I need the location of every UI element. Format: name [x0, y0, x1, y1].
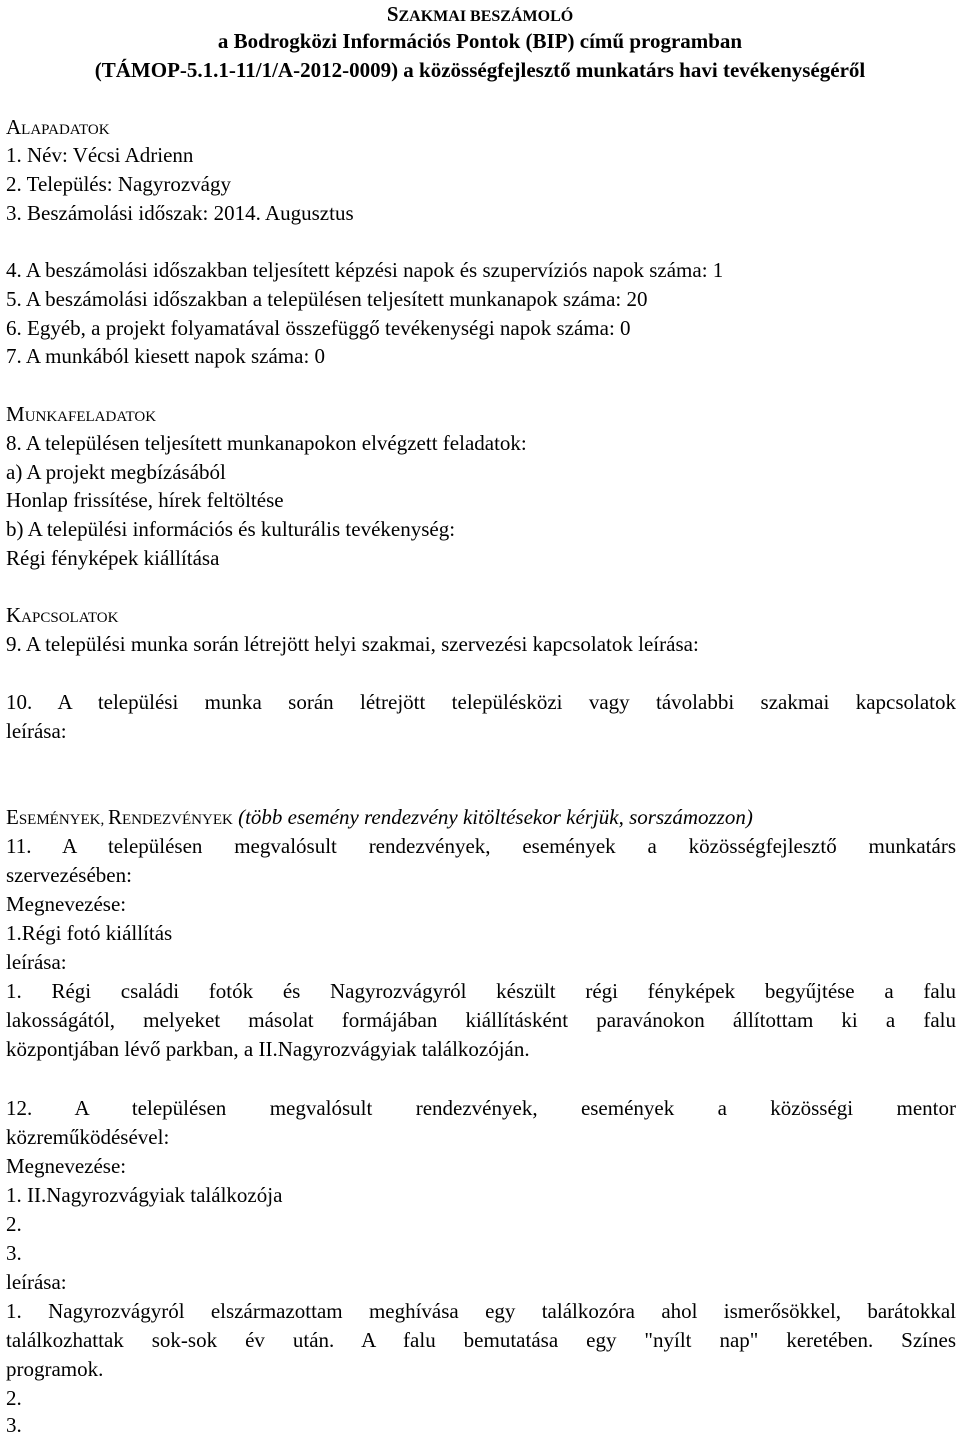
field-other-days: 6. Egyéb, a projekt folyamatával összefüggő tevékenységi napok száma: 0 [6, 316, 631, 340]
task-question: 8. A településen teljesített munkanapokon elvégzett feladatok: [6, 431, 527, 455]
events-q11-desc-2: lakosságától, melyeket másolat formájában kiállításként paravánokon állítottam ki a falu [6, 1008, 956, 1032]
events-q12: 12. A településen megvalósult rendezvények, események a közösségi mentor [6, 1096, 956, 1120]
field-settlement: 2. Település: Nagyrozvágy [6, 172, 231, 196]
events-q12-desc-item-2: 2. [6, 1386, 22, 1410]
field-work-days: 5. A beszámolási időszakban a településen teljesített munkanapok száma: 20 [6, 287, 648, 311]
section-heading-munkafeladatok: MUNKAFELADATOK [6, 402, 157, 426]
contacts-local-question: 9. A települési munka során létrejött helyi szakmai, szervezési kapcsolatok leírása: [6, 632, 699, 656]
task-b-label: b) A települési információs és kulturális tevékenység: [6, 517, 456, 541]
section-heading-kapcsolatok: KAPCSOLATOK [6, 603, 119, 627]
document-title: SZAKMAI BESZÁMOLÓ [386, 2, 574, 26]
events-q12-item-2: 2. [6, 1212, 22, 1236]
events-q11-desc-label: leírása: [6, 950, 67, 974]
task-a-value: Honlap frissítése, hírek feltöltése [6, 488, 284, 512]
events-q11-item-1: 1.Régi fotó kiállítás [6, 921, 173, 945]
task-a-label: a) A projekt megbízásából [6, 460, 226, 484]
task-b-value: Régi fényképek kiállítása [6, 546, 220, 570]
field-training-days: 4. A beszámolási időszakban teljesített képzési napok és szupervíziós napok száma: 1 [6, 258, 724, 282]
events-q12-cont: közreműködésével: [6, 1125, 170, 1149]
field-name: 1. Név: Vécsi Adrienn [6, 143, 194, 167]
events-q12-name-label: Megnevezése: [6, 1154, 127, 1178]
events-q11: 11. A településen megvalósult rendezvények, események a közösségfejlesztő munkatárs [6, 834, 956, 858]
events-q12-desc-item-3: 3. [6, 1413, 22, 1437]
events-q12-item-3: 3. [6, 1241, 22, 1265]
section-heading-esemenyek: ESEMÉNYEK, RENDEZVÉNYEK (több esemény rendezvény kitöltésekor kérjük, sorszámozzon) [6, 805, 753, 829]
events-q12-desc-2: találkozhattak sok-sok év után. A falu bemutatása egy "nyílt nap" keretében. Színes [6, 1328, 956, 1352]
events-q11-desc-3: központjában lévő parkban, a II.Nagyrozvágyiak találkozóján. [6, 1037, 530, 1061]
events-q11-desc-1: 1. Régi családi fotók és Nagyrozvágyról készült régi fényképek begyűjtése a falu [6, 979, 956, 1003]
events-q11-cont: szervezésében: [6, 863, 132, 887]
program-title: a Bodrogközi Információs Pontok (BIP) című programban [217, 29, 743, 53]
section-heading-alapadatok: ALAPADATOK [6, 115, 110, 139]
events-q12-desc-3: programok. [6, 1357, 104, 1381]
events-q12-item-1: 1. II.Nagyrozvágyiak találkozója [6, 1183, 283, 1207]
events-q12-desc-label: leírása: [6, 1270, 67, 1294]
contacts-remote-question-cont: leírása: [6, 719, 67, 743]
field-period: 3. Beszámolási időszak: 2014. Augusztus [6, 201, 354, 225]
field-missed-days: 7. A munkából kiesett napok száma: 0 [6, 344, 326, 368]
program-code-title: (TÁMOP-5.1.1-11/1/A-2012-0009) a közösségfejlesztő munkatárs havi tevékenységéről [94, 58, 866, 82]
events-q12-desc-1: 1. Nagyrozvágyról elszármazottam meghívása egy találkozóra ahol ismerősökkel, barátokkal [6, 1299, 956, 1323]
events-q11-name-label: Megnevezése: [6, 892, 127, 916]
contacts-remote-question: 10. A települési munka során létrejött településközi vagy távolabbi szakmai kapcsolatok [6, 690, 956, 714]
